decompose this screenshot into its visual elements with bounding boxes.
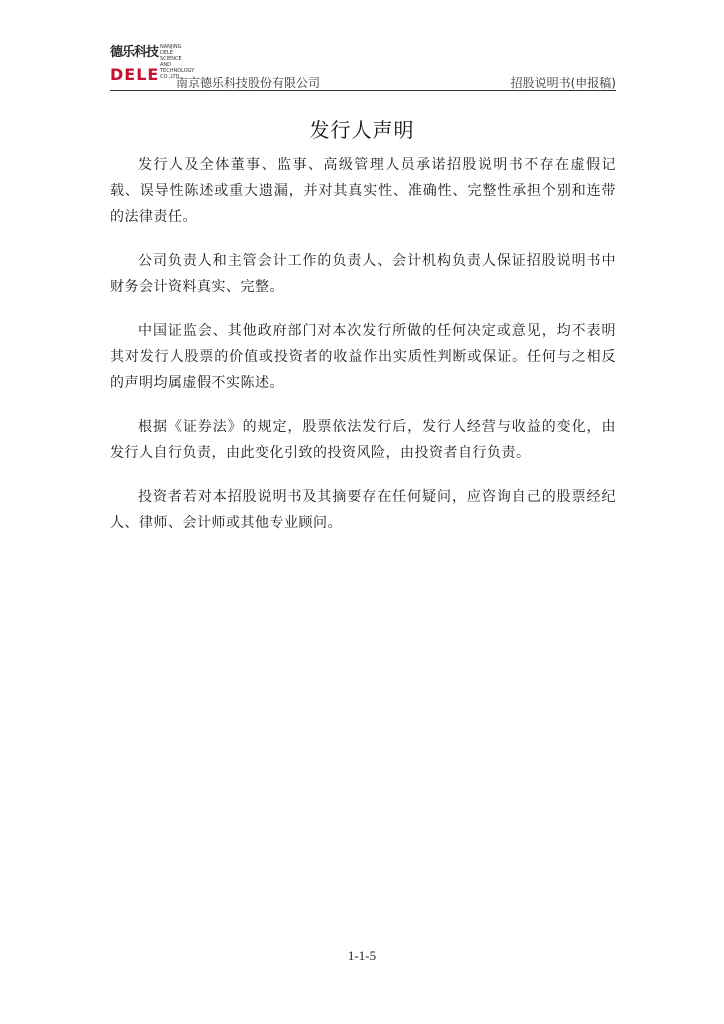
page-title: 发行人声明 [309,118,415,142]
statement-paragraph: 根据《证券法》的规定，股票依法发行后，发行人经营与收益的变化，由发行人自行负责，由此变化引致的投资风险，由投资者自行负责。 [110,419,616,461]
logo-en-line: DELE [160,50,173,56]
logo-en-line: TECHNOLOGY [160,68,195,74]
page-number: 1-1-5 [347,948,377,963]
logo-chinese-name: 德乐科技 [110,45,159,60]
page-header [110,44,616,90]
logo-en-line: AND [160,62,172,68]
statement-paragraph: 投资者若对本招股说明书及其摘要存在任何疑问，应咨询自己的股票经纪人、律师、会计师或其他专业顾问。 [110,489,616,531]
statement-paragraph: 公司负责人和主管会计工作的负责人、会计机构负责人保证招股说明书中财务会计资料真实、完整。 [110,253,616,295]
logo-en-line: NANJING [160,44,182,50]
logo-mark: DELE [110,65,160,84]
company-logo [110,44,195,88]
header-divider [110,90,616,91]
document-name: 招股说明书(申报稿) [510,76,616,90]
logo-en-line: SCIENCE [160,56,182,62]
company-name: 南京德乐科技股份有限公司 [176,76,321,90]
statement-body [110,152,616,554]
logo-en-line: CO.,LTD. [160,74,181,80]
statement-paragraph: 发行人及全体董事、监事、高级管理人员承诺招股说明书不存在虚假记载、误导性陈述或重大遗漏，并对其真实性、准确性、完整性承担个别和连带的法律责任。 [110,157,616,225]
statement-paragraph: 中国证监会、其他政府部门对本次发行所做的任何决定或意见，均不表明其对发行人股票的价值或投资者的收益作出实质性判断或保证。任何与之相反的声明均属虚假不实陈述。 [110,323,616,391]
